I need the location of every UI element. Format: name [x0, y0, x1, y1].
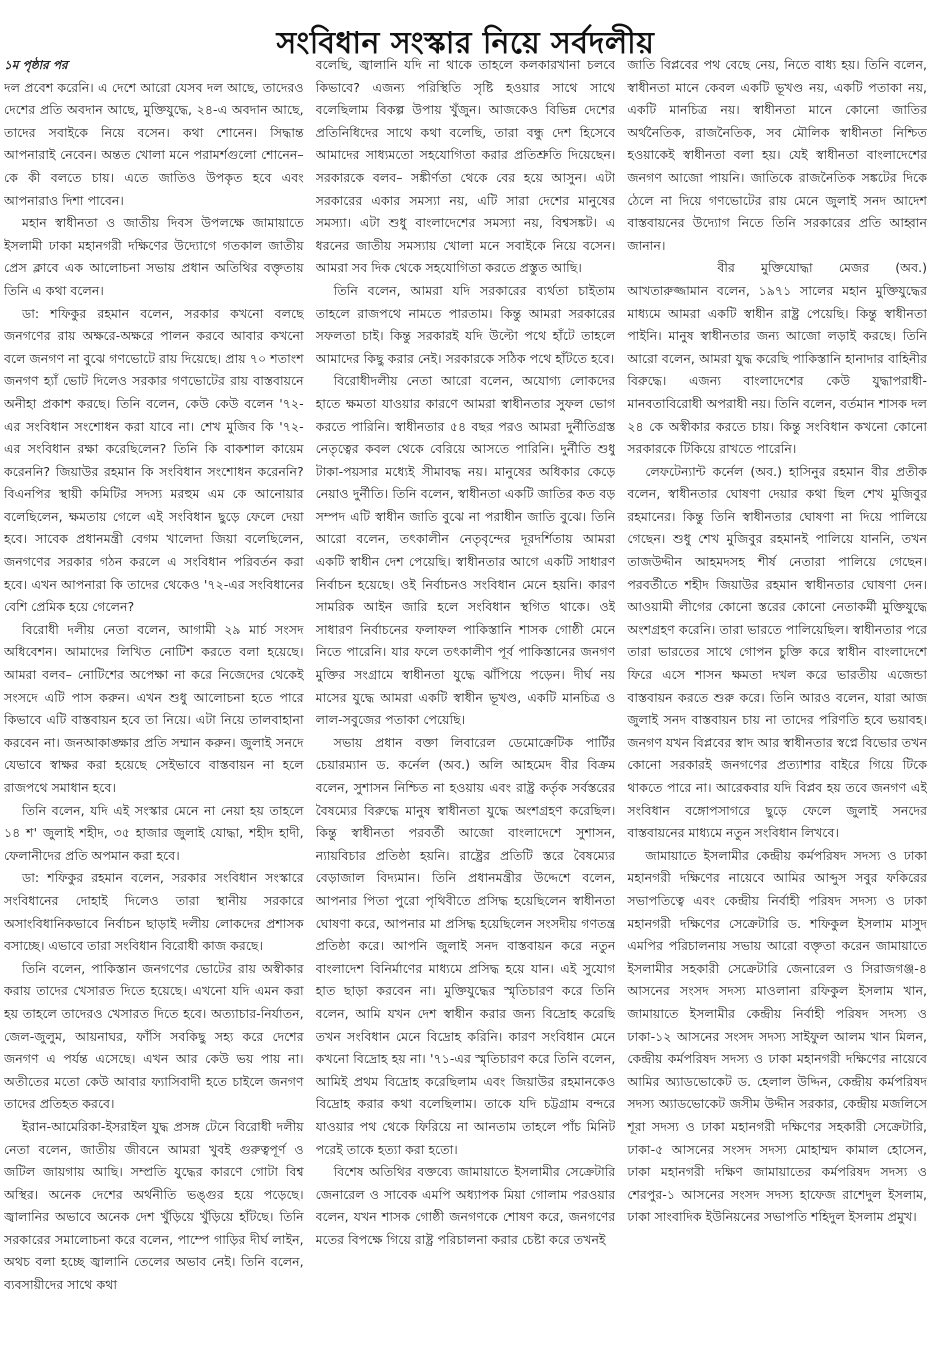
paragraph: লেফটেন্যান্ট কর্নেল (অব.) হাসিনুর রহমান বীর প্রতীক বলেন, স্বাধীনতার ঘোষণা দেয়ার কথা ছিল শেখ মুজিবুর রহমানের। কিন্তু তিনি স্বাধীনতার ঘোষণা না দিয়ে পালিয়ে গেছেন। শুধু শেখ মুজিবুর রহমানই পালিয়ে যাননি, তখন তাজউদ্দীন আহমদসহ শীর্ষ নেতারা পালিয়ে গেছেন। পরবর্তীতে শহীদ জিয়াউর রহমান স্বাধীনতার ঘোষণা দেন। আওয়ামী লীগের কোনো স্তরের কোনো নেতাকর্মী মুক্তিযুদ্ধে অংশগ্রহণ করেনি। তারা ভারতে পালিয়েছিল। স্বাধীনতার পরে তারা ভারতের সাথে গোপন চুক্তি করে স্বাধীন বাংলাদেশে ফিরে এসে শাসন ক্ষমতা দখল করে ভারতীয় এজেন্ডা বাস্তবায়ন করতে শুরু করে। তিনি আরও বলেন, যারা আজ জুলাই সনদ বাস্তবায়ন চায় না তাদের পরিণতি হবে ভয়াবহ। জনগণ যখন বিপ্লবের স্বাদ আর স্বাধীনতার স্বপ্নে বিভোর তখন কোনো সরকারই জনগণের প্রত্যাশার বাইরে গিয়ে টিকে থাকতে পারে না। আরেকবার যদি বিপ্লব হয় তবে জনগণ এই সংবিধান বঙ্গোপসাগরে ছুড়ে ফেলে জুলাই সনদের বাস্তবায়নের মাধ্যমে নতুন সংবিধান লিখবে।: [627, 463, 928, 841]
paragraph: বিরোধীদলীয় নেতা আরো বলেন, অযোগ্য লোকদের হাতে ক্ষমতা যাওয়ার কারণে আমরা স্বাধীনতার সুফল ভোগ করতে পারিনি। স্বাধীনতার ৫৪ বছর পরও আমরা দুর্নীতিগ্রস্ত নেতৃত্বের কবল থেকে বেরিয়ে আসতে পারিনি। দুর্নীতি শুধু টাকা-পয়সার মধ্যেই সীমাবদ্ধ নয়। মানুষের অধিকার কেড়ে নেয়াও দুর্নীতি। তিনি বলেন, স্বাধীনতা একটি জাতির কত বড় সম্পদ এটি স্বাধীন জাতি বুঝে না পরাধীন জাতি বুঝে। তিনি আরো বলেন, তৎকালীন নেতৃবৃন্দের দূরদর্শিতায় আমরা একটি স্বাধীন দেশ পেয়েছি। স্বাধীনতার আগে একটি সাধারণ নির্বাচন হয়েছে। ওই নির্বাচনও সংবিধান মেনে হয়নি। কারণ সামরিক আইন জারি হলে সংবিধান স্থগিত থাকে। ওই সাধারণ নির্বাচনের ফলাফল পাকিস্তানি শাসক গোষ্ঠী মেনে নিতে পারেনি। যার ফলে তৎকালীণ পূর্ব পাকিস্তানের জনগণ মুক্তির সংগ্রামে স্বাধীনতা যুদ্ধে ঝাঁপিয়ে পড়েন। দীর্ঘ নয় মাসের যুদ্ধে আমরা একটি স্বাধীন ভূখণ্ড, একটি মানচিত্র ও লাল-সবুজের পতাকা পেয়েছি।: [315, 373, 616, 728]
paragraph: তিনি বলেন, পাকিস্তান জনগণের ভোটের রায় অস্বীকার করায় তাদের খেসারত দিতে হয়েছে। এখনো যদি এমন করা হয় তাহলে তাদেরও খেসারত দিতে হবে। অত্যাচার-নির্যাতন, জেল-জুলুম, আয়নাঘর, ফাঁসি সবকিছু সহ্য করে দেশের জনগণ এ পর্যন্ত এসেছে। এখন আর কেউ ভয় পায় না। অতীতের মতো কেউ আবার ফ্যাসিবাদী হতে চাইলে জনগণ তাদের প্রতিহত করবে।: [4, 960, 304, 1112]
paragraph: বীর মুক্তিযোদ্ধা মেজর (অব.) আখতারুজ্জামান বলেন, ১৯৭১ সালের মহান মুক্তিযুদ্ধের মাধ্যমে আমরা একটি স্বাধীন রাষ্ট্র পেয়েছি। কিন্তু স্বাধীনতা পাইনি। মানুষ স্বাধীনতার জন্য আজো লড়াই করছে। তিনি আরো বলেন, আমরা যুদ্ধ করেছি পাকিস্তানি হানাদার বাহিনীর বিরুদ্ধে। এজন্য বাংলাদেশের কেউ যুদ্ধাপরাধী-মানবতাবিরোধী অপরাধী নয়। তিনি বলেন, বর্তমান শাসক দল ২৪ কে অস্বীকার করতে চায়। কিন্তু সংবিধান কখনো কোনো সরকারকে টিকিয়ে রাখতে পারেনি।: [627, 260, 928, 457]
paragraph: বিরোধী দলীয় নেতা বলেন, আগামী ২৯ মার্চ সংসদ অধিবেশন। আমাদের লিখিত নোটিশ করতে বলা হয়েছে। আমরা বলব– নোটিশের অপেক্ষা না করে নিজেদের থেকেই সংসদে এটি পাস করুন। এখন শুধু আলোচনা হতে পারে কিভাবে এটি বাস্তবায়ন হবে তা নিয়ে। এটা নিয়ে তালবাহানা করবেন না। জনআকাঙ্ক্ষার প্রতি সম্মান করুন। জুলাই সনদে যেভাবে স্বাক্ষর করা হয়েছে সেইভাবে বাস্তবায়ন না হলে রাজপথে সমাধান হবে।: [4, 621, 304, 795]
paragraph: মহান স্বাধীনতা ও জাতীয় দিবস উপলক্ষে জামায়াতে ইসলামী ঢাকা মহানগরী দক্ষিণের উদ্যোগে গতকাল জাতীয় প্রেস ক্লাবে এক আলোচনা সভায় প্রধান অতিথির বক্তৃতায় তিনি এ কথা বলেন।: [4, 215, 304, 298]
paragraph: দল প্রবেশ করেনি। এ দেশে আরো যেসব দল আছে, তাদেরও দেশের প্রতি অবদান আছে, মুক্তিযুদ্ধে, ২৪-এ অবদান আছে, তাদের সবাইকে নিয়ে বসেন। কথা শোনেন। সিদ্ধান্ত আপনারাই নেবেন। অন্তত খোলা মনে পরামর্শগুলো শোনেন– কে কী বলতে চায়। এতে জাতিও উপকৃত হবে এবং আপনারাও দিশা পাবেন।: [4, 79, 304, 208]
paragraph: জামায়াতে ইসলামীর কেন্দ্রীয় কর্মপরিষদ সদস্য ও ঢাকা মহানগরী দক্ষিণের নায়েবে আমির আব্দুস সবুর ফকিরের সভাপতিত্বে এবং কেন্দ্রীয় নির্বাহী পরিষদ সদস্য ও ঢাকা মহানগরী দক্ষিণের সেক্রেটারি ড. শফিকুল ইসলাম মাসুদ এমপির পরিচালনায় সভায় আরো বক্তৃতা করেন জামায়াতে ইসলামীর সহকারী সেক্রেটারি জেনারেল ও সিরাজগঞ্জ-৪ আসনের সংসদ সদস্য মাওলানা রফিকুল ইসলাম খান, জামায়াতে ইসলামীর কেন্দ্রীয় নির্বাহী পরিষদ সদস্য ও ঢাকা-১২ আসনের সংসদ সদস্য সাইফুল আলম খান মিলন, কেন্দ্রীয় কর্মপরিষদ সদস্য ও ঢাকা মহানগরী দক্ষিণের নায়েবে আমির অ্যাডভোকেট ড. হেলাল উদ্দিন, কেন্দ্রীয় কর্মপরিষদ সদস্য অ্যাডভোকেট জসীম উদ্দীন সরকার, কেন্দ্রীয় মজলিসে শূরা সদস্য ও ঢাকা মহানগরী দক্ষিণের সহকারী সেক্রেটারি, ঢাকা-৫ আসনের সংসদ সদস্য মোহাম্মদ কামাল হোসেন, ঢাকা মহানগরী দক্ষিণ জামায়াতের কর্মপরিষদ সদস্য ও শেরপুর-১ আসনের সংসদ সদস্য হাফেজ রাশেদুল ইসলাম, ঢাকা সাংবাদিক ইউনিয়নের সভাপতি শহিদুল ইসলাম প্রমুখ।: [627, 847, 928, 1225]
paragraph: বলেছি, জ্বালানি যদি না থাকে তাহলে কলকারখানা চলবে কিভাবে? এজন্য পরিস্থিতি সৃষ্টি হওয়ার সাথে সাথে বলেছিলাম বিকল্প উপায় খুঁজুন। আজকেও বিভিন্ন দেশের প্রতিনিধিদের সাথে কথা বলেছি, তারা বন্ধু দেশ হিসেবে আমাদের সাধ্যমতো সহযোগিতা করার প্রতিশ্রুতি দিয়েছেন। সরকারকে বলব– সঙ্কীর্ণতা থেকে বের হয়ে আসুন। এটা সরকারের একার সমস্যা নয়, এটি সারা দেশের মানুষের সমস্যা। এটা শুধু বাংলাদেশের সমস্যা নয়, বিশ্বসঙ্কট। এ ধরনের জাতীয় সমস্যায় খোলা মনে সবাইকে নিয়ে বসেন। আমরা সব দিক থেকে সহযোগিতা করতে প্রস্তুত আছি।: [315, 57, 616, 276]
column-2: [316, 54, 616, 1360]
paragraph: সভায় প্রধান বক্তা লিবারেল ডেমোক্রেটিক পার্টির চেয়ারম্যান ড. কর্নেল (অব.) অলি আহমেদ বীর বিক্রম বলেন, সুশাসন নিশ্চিত না হওয়ায় এবং রাষ্ট্র কর্তৃক সর্বস্তরের বৈষম্যের বিরুদ্ধে মানুষ স্বাধীনতা যুদ্ধে অংশগ্রহণ করেছিল। কিন্তু স্বাধীনতা পরবর্তী আজো বাংলাদেশে সুশাসন, ন্যায়বিচার প্রতিষ্ঠা হয়নি। রাষ্ট্রের প্রতিটি স্তরে বৈষম্যের বেড়াজাল বিদ্যমান। তিনি প্রধানমন্ত্রীর উদ্দেশে বলেন, আপনার পিতা পুরো পৃথিবীতে প্রসিদ্ধ হয়েছিলেন স্বাধীনতা ঘোষণা করে, আপনার মা প্রসিদ্ধ হয়েছিলেন সংসদীয় গণতন্ত্র প্রতিষ্ঠা করে। আপনি জুলাই সনদ বাস্তবায়ন করে নতুন বাংলাদেশ বিনির্মাণের মাধ্যমে প্রসিদ্ধ হয়ে যান। এই সুযোগ হাত ছাড়া করবেন না। মুক্তিযুদ্ধের স্মৃতিচারণ করে তিনি বলেন, আমি যখন দেশ স্বাধীন করার জন্য বিদ্রোহ করেছি তখন সংবিধান মেনে বিদ্রোহ করিনি। কারণ সংবিধান মেনে কখনো বিদ্রোহ হয় না। '৭১-এর স্মৃতিচারণ করে তিনি বলেন, আমিই প্রথম বিদ্রোহ করেছিলাম এবং জিয়াউর রহমানকেও বিদ্রোহ করার কথা বলেছিলাম। তাকে যদি চট্টগ্রাম বন্দরে যাওয়ার পথ থেকে ফিরিয়ে না আনতাম তাহলে পাঁচ মিনিট পরেই তাকে হত্যা করা হতো।: [315, 734, 616, 1157]
paragraph: তিনি বলেন, আমরা যদি সরকারের ব্যর্থতা চাইতাম তাহলে রাজপথে নামতে পারতাম। কিন্তু আমরা সরকারের সফলতা চাই। কিন্তু সরকারই যদি উল্টো পথে হাঁটে তাহলে আমাদের কিছু করার নেই। সরকারকে সঠিক পথে হাঁটতে হবে।: [315, 282, 616, 366]
article-headline: সংবিধান সংস্কার নিয়ে সর্বদলীয়: [276, 26, 655, 62]
paragraph: ডা: শফিকুর রহমান বলেন, সরকার সংবিধান সংস্কারে সংবিধানের দোহাই দিলেও তারা স্থানীয় সরকারে অসাংবিধানিকভাবে নির্বাচন ছাড়াই দলীয় লোকদের প্রশাসক বসাচ্ছে। এভাবে তারা সংবিধান বিরোধী কাজ করছে।: [4, 870, 304, 954]
paragraph: ডা: শফিকুর রহমান বলেন, সরকার কখনো বলছে জনগণের রায় অক্ষরে-অক্ষরে পালন করবে আবার কখনো বলে জনগণ না বুঝে গণভোটে রায় দিয়েছে। প্রায় ৭০ শতাংশ জনগণ হ্যাঁ ভোট দিলেও সরকার গণভোটের রায় বাস্তবায়নে অনীহা প্রকাশ করছে। তিনি বলেন, কেউ কেউ বলেন '৭২-এর সংবিধান সংশোধন করা যাবে না। শেখ মুজিব কি '৭২-এর সংবিধান রক্ষা করেছিলেন? তিনি কি বাকশাল কায়েম করেননি? জিয়াউর রহমান কি সংবিধান সংশোধন করেননি? বিএনপির স্থায়ী কমিটির সদস্য মরহুম এম কে আনোয়ার বলেছিলেন, ক্ষমতায় গেলে এই সংবিধান ছুড়ে ফেলে দেয়া হবে। সাবেক প্রধানমন্ত্রী বেগম খালেদা জিয়া বলেছিলেন, জনগণের সরকার গঠন করলে এ সংবিধান পরিবর্তন করা হবে। এখন আপনারা কি তাদের থেকেও '৭২-এর সংবিধানের বেশি প্রেমিক হয়ে গেলেন?: [4, 305, 304, 615]
paragraph: তিনি বলেন, যদি এই সংস্কার মেনে না নেয়া হয় তাহলে ১৪ শ' জুলাই শহীদ, ৩৫ হাজার জুলাই যোদ্ধা, শহীদ হাদী, ফেলানীদের প্রতি অপমান করা হবে।: [4, 802, 304, 863]
paragraph: ইরান-আমেরিকা-ইসরাইল যুদ্ধ প্রসঙ্গ টেনে বিরোধী দলীয় নেতা বলেন, জাতীয় জীবনে আমরা খুবই গুরুত্বপূর্ণ ও জটিল জায়গায় আছি। সম্প্রতি যুদ্ধের কারণে গোটা বিশ্ব অস্থির। অনেক দেশের অর্থনীতি ভঙ্গুর হয়ে পড়েছে। জ্বালানির অভাবে অনেক দেশ খুঁড়িয়ে খুঁড়িয়ে হাঁটছে। তিনি সরকারের সমালোচনা করে বলেন, পাম্পে গাড়ির দীর্ঘ লাইন, অথচ বলা হচ্ছে জ্বালানি তেলের অভাব নেই। তিনি বলেন, ব্যবসায়ীদের সাথে কথা: [4, 1118, 304, 1293]
column-3: [627, 54, 927, 1360]
paragraph: বিশেষ অতিথির বক্তব্যে জামায়াতে ইসলামীর সেক্রেটারি জেনারেল ও সাবেক এমপি অধ্যাপক মিয়া গোলাম পরওয়ার বলেন, যখন শাসক গোষ্ঠী জনগণকে শোষণ করে, জনগণের মতের বিপক্ষে গিয়ে রাষ্ট্র পরিচালনা করার চেষ্টা করে তখনই: [315, 1164, 616, 1247]
continuation-kicker: ১ম পৃষ্ঠার পর: [4, 58, 68, 72]
paragraph: জাতি বিপ্লবের পথ বেছে নেয়, নিতে বাধ্য হয়। তিনি বলেন, স্বাধীনতা মানে কেবল একটি ভূখণ্ড নয়, একটি পতাকা নয়, একটি মানচিত্র নয়। স্বাধীনতা মানে কোনো জাতির অর্থনৈতিক, রাজনৈতিক, সব মৌলিক স্বাধীনতা নিশ্চিত হওয়াকেই স্বাধীনতা বলা হয়। যেই স্বাধীনতা বাংলাদেশের জনগণ আজো পায়নি। জাতিকে রাজনৈতিক সঙ্কটের দিকে ঠেলে না দিয়ে গণভোটের রায় মেনে জুলাই সনদ আদেশ বাস্তবায়নের উদ্যোগ নিতে তিনি সরকারের প্রতি আহ্বান জানান।: [627, 57, 928, 253]
column-1: [4, 54, 304, 1360]
article-body: [4, 54, 927, 1360]
